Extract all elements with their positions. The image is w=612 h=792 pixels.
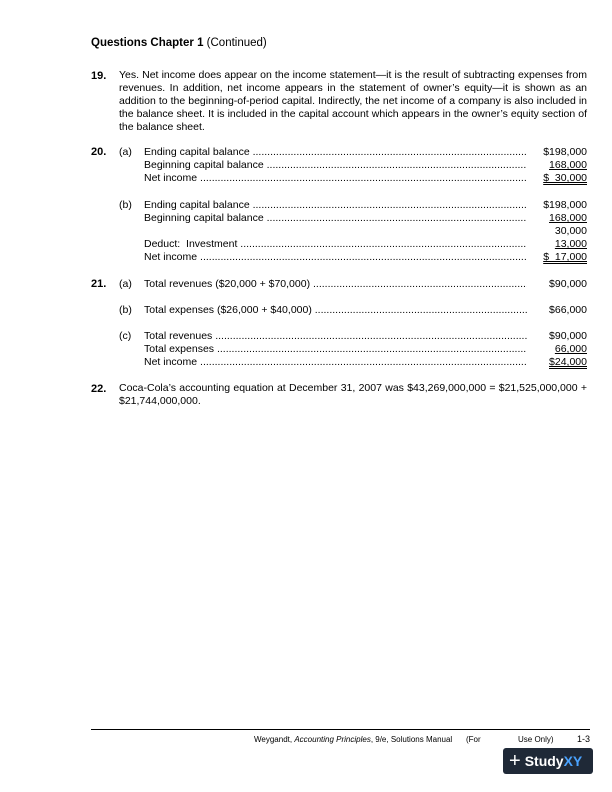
q21c-label-1: Total revenues .....: [144, 330, 527, 343]
footer-for: (For: [466, 735, 481, 744]
q20a-row-2: [91, 159, 587, 172]
q21c-label-2: Total expenses .....: [144, 343, 527, 356]
q20b-label-1: Ending capital balance .....: [144, 199, 527, 212]
question-22-text: Coca-Cola’s accounting equation at December 31, 2007 was $43,269,000,000 = $21,525,000,000 + $21,744,000,000.: [119, 382, 587, 407]
page-number: 1-3: [576, 734, 590, 744]
footer-author: Weygandt,: [254, 735, 295, 744]
q20b-row-5: [91, 251, 587, 264]
q20a-amount-1: $198,000: [543, 146, 587, 158]
page-title-rest: (Continued): [203, 37, 267, 49]
question-19-text: Yes. Net income does appear on the income statement—it is the result of subtracting expenses from revenues. In addition, net income appears in the statement of owner’s equity—it is shown as an addition to the beginning-of-period capital. Indirectly, the net income of a company is also included in the balance sheet. It is included in the capital account which appears in the owner’s equity section of the balance sheet.: [119, 69, 587, 133]
q20b-label-2: Beginning capital balance .....: [144, 212, 527, 225]
q20b-amount-2: 168,000: [549, 212, 587, 224]
q20b-amount-3: 30,000: [554, 225, 587, 237]
q21c-part: (c): [119, 330, 132, 342]
q21b-label: Total expenses ($26,000 + $40,000) .....: [144, 304, 527, 317]
question-20-number: 20.: [91, 146, 107, 158]
page-title: [91, 37, 267, 49]
q20b-row-3: [91, 225, 587, 238]
logo-study: Study: [524, 753, 564, 769]
q21b-row: [91, 304, 587, 317]
page-title-bold: Questions Chapter 1: [91, 37, 204, 49]
q21b-amount: $66,000: [549, 304, 587, 316]
footer-citation: [254, 735, 452, 744]
q20a-part: (a): [119, 146, 132, 158]
q20b-label-4: Deduct: Investment .....: [144, 238, 527, 251]
logo-text: [525, 753, 583, 769]
question-22-number: 22.: [91, 383, 107, 395]
footer-book-title: Accounting Principles: [294, 735, 371, 744]
footer-divider: [91, 729, 590, 730]
q21c-row-3: [91, 356, 587, 369]
q20a-amount-2: 168,000: [549, 159, 587, 171]
q20a-label-1: Ending capital balance .....: [144, 146, 527, 159]
q20b-row-2: [91, 212, 587, 225]
q21a-label: Total revenues ($20,000 + $70,000) .....: [144, 278, 527, 291]
q20a-label-3: Net income .....: [144, 172, 527, 185]
q20a-label-2: Beginning capital balance .....: [144, 159, 527, 172]
q21b-part: (b): [119, 304, 132, 316]
question-21-number: 21.: [91, 278, 107, 290]
studyxy-logo[interactable]: [503, 748, 593, 774]
q21c-label-3: Net income .....: [144, 356, 527, 369]
footer-edition: , 9/e, Solutions Manual: [370, 735, 453, 744]
footer-use-only: Use Only): [518, 735, 554, 744]
q21c-amount-2: 66,000: [554, 343, 587, 355]
q21a-row: [91, 278, 587, 291]
q21a-amount: $90,000: [549, 278, 587, 290]
q20a-amount-3: $ 30,000: [543, 172, 587, 184]
q20b-amount-4: 13,000: [554, 238, 587, 250]
q20b-row-4: [91, 238, 587, 251]
q20a-row-1: [91, 146, 587, 159]
q20b-label-5: Net income .....: [144, 251, 527, 264]
q21c-row-2: [91, 343, 587, 356]
q21a-part: (a): [119, 278, 132, 290]
q20b-row-1: [91, 199, 587, 212]
plus-icon: +: [509, 750, 521, 772]
q20b-amount-5: $ 17,000: [543, 251, 587, 263]
q21c-amount-1: $90,000: [549, 330, 587, 342]
q21c-amount-3: $24,000: [549, 356, 587, 368]
q20b-amount-1: $198,000: [543, 199, 587, 211]
q20a-row-3: [91, 172, 587, 185]
question-19-number: 19.: [91, 70, 107, 82]
q21c-row-1: [91, 330, 587, 343]
q20b-part: (b): [119, 199, 132, 211]
logo-xy: XY: [563, 753, 583, 769]
